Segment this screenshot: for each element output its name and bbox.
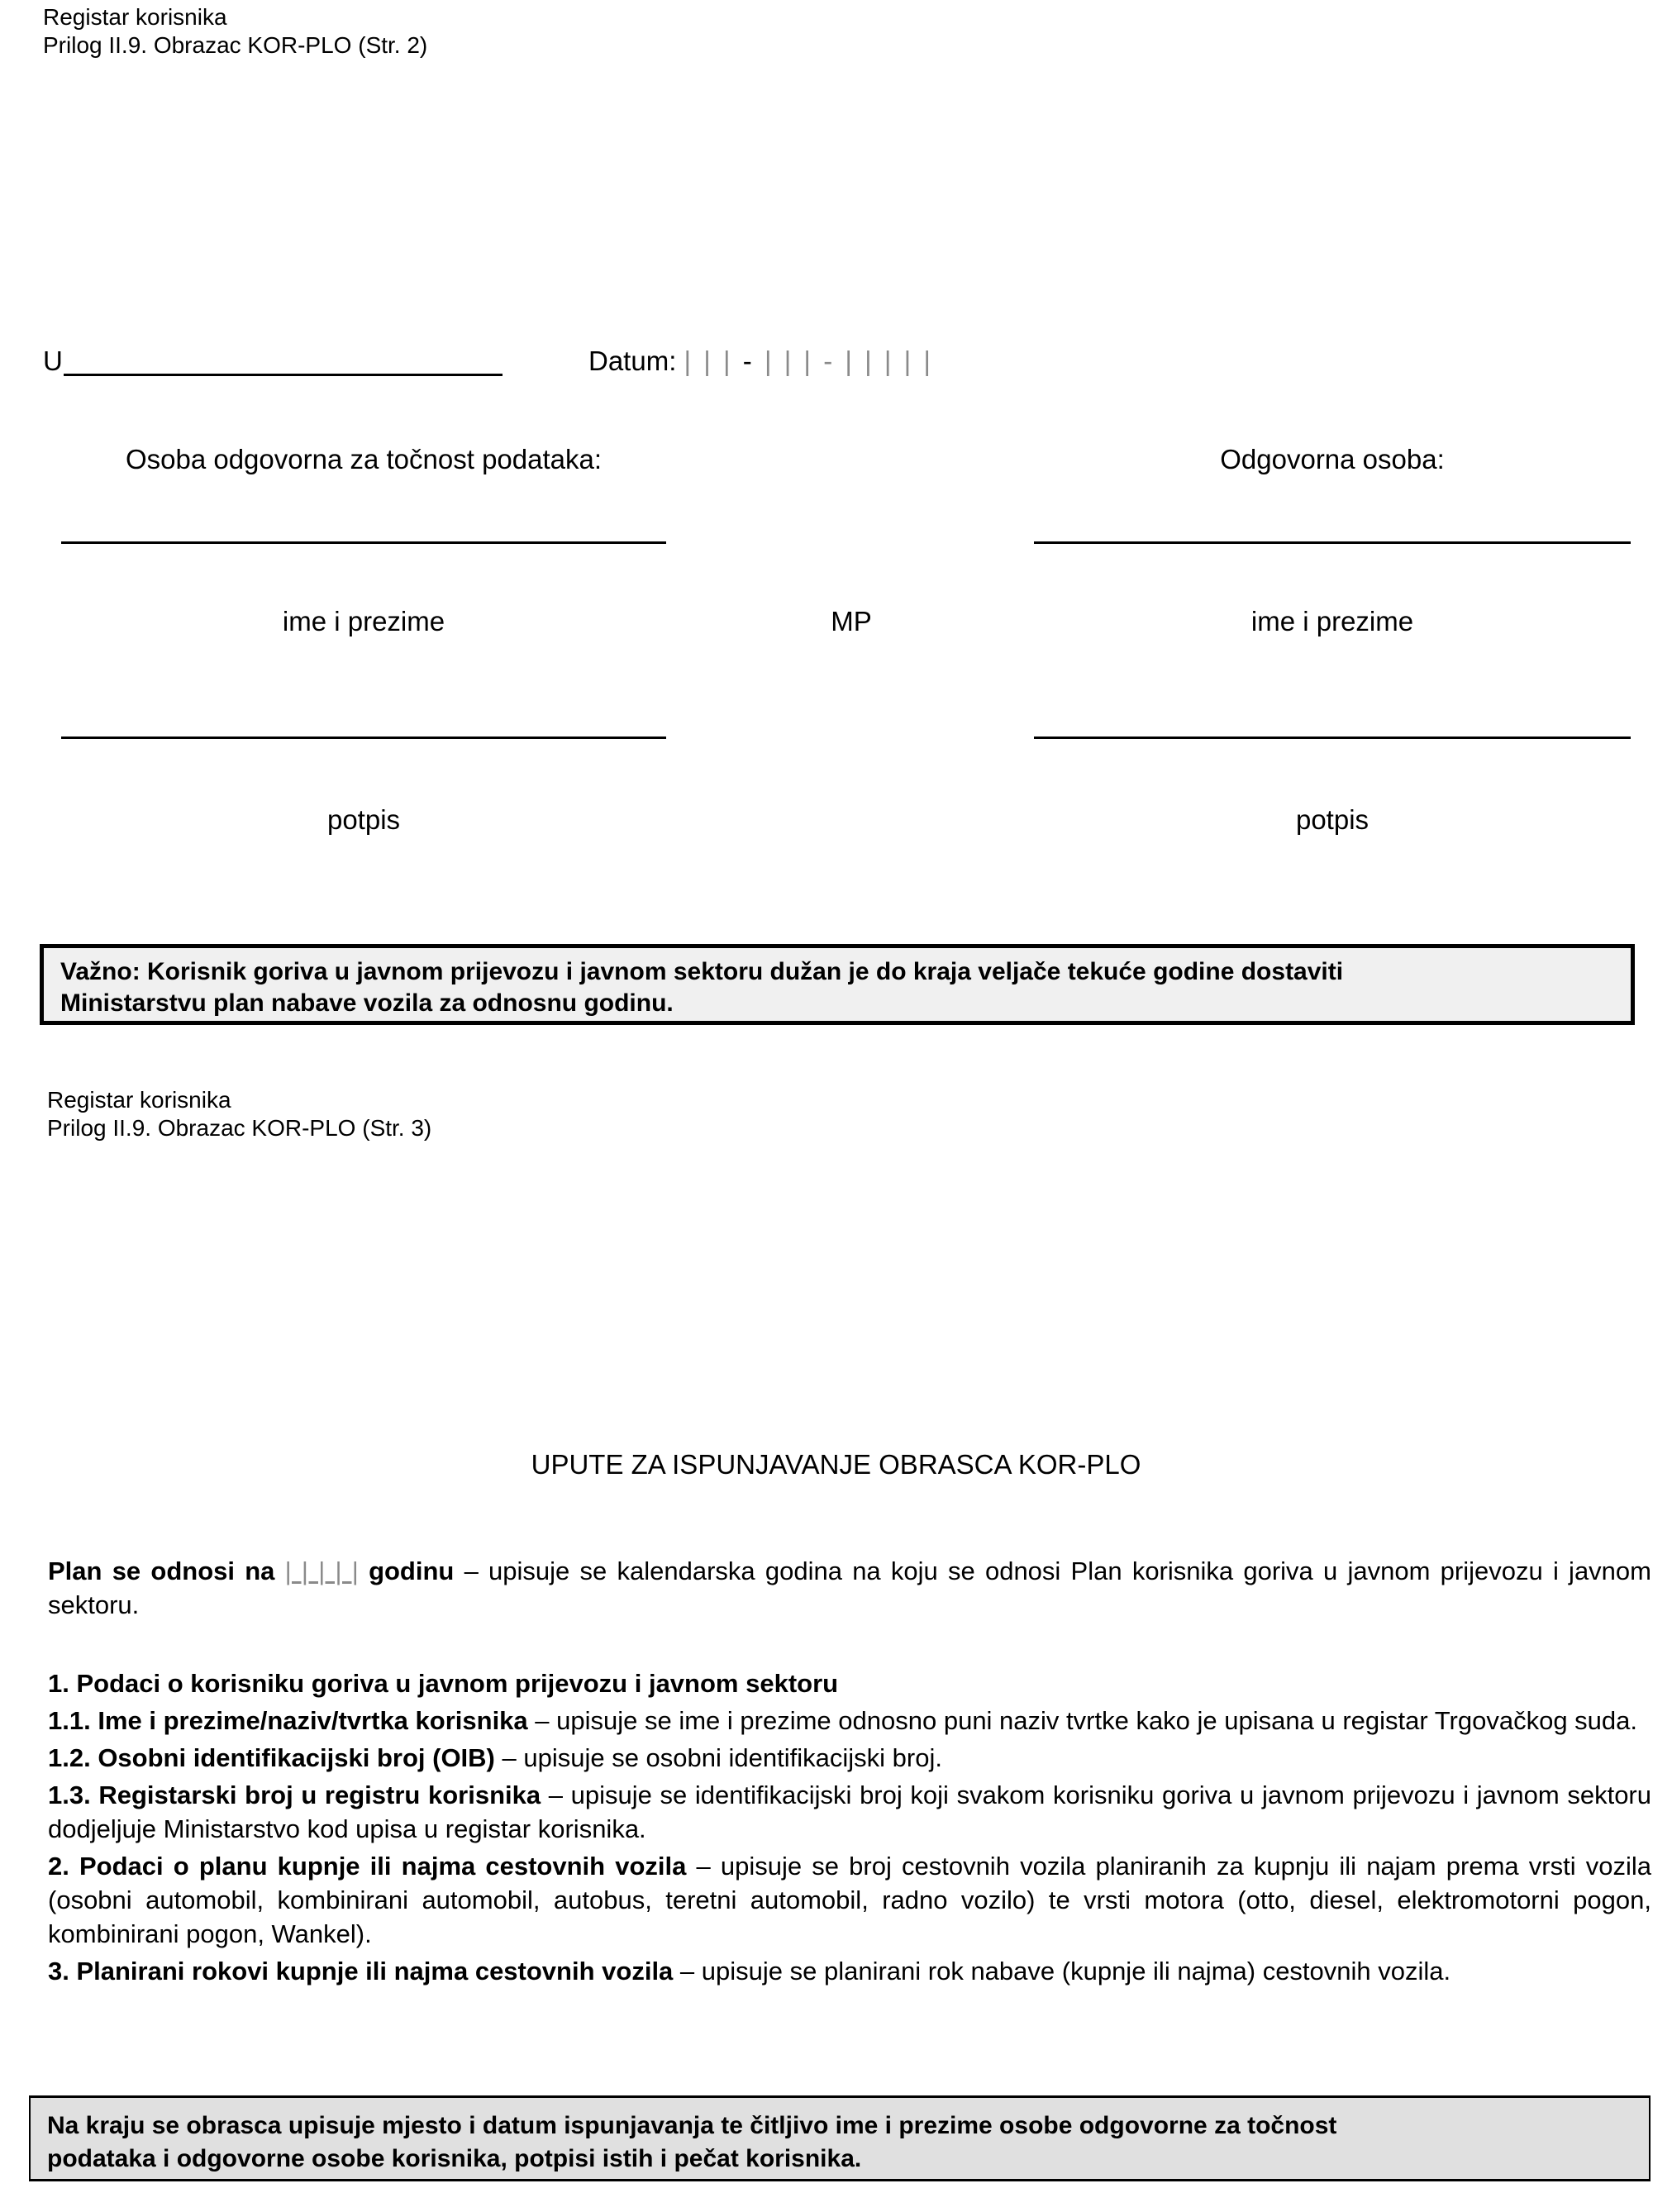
year-boxes: | | | | | <box>284 1557 359 1585</box>
section-2 <box>48 1849 1651 1951</box>
intro-paragraph <box>48 1554 1651 1622</box>
page2-header-line2: Prilog II.9. Obrazac KOR-PLO (Str. 2) <box>43 32 428 58</box>
section-text: – upisuje se ime i prezime odnosno puni naziv tvrtke kako je upisana u registar Trgovačkog suda. <box>527 1706 1638 1735</box>
section-heading: 2. Podaci o planu kupnje ili najma cestovnih vozila <box>48 1852 687 1881</box>
final-notice-line2: podataka i odgovorne osobe korisnika, potpisi istih i pečat korisnika. <box>47 2145 862 2172</box>
instructions-list <box>48 1666 1651 1988</box>
section-1-3 <box>48 1778 1651 1846</box>
date-separator: - <box>742 346 755 376</box>
section-heading: 1.3. Registarski broj u registru korisnika <box>48 1781 541 1809</box>
intro-text: – upisuje se kalendarska godina na koju se odnosi Plan korisnika goriva u javnom prijevozu i javnom sektoru. <box>48 1557 1651 1619</box>
date-row <box>588 345 933 378</box>
right-signature-line[interactable] <box>1034 737 1631 739</box>
page3-header-line2: Prilog II.9. Obrazac KOR-PLO (Str. 3) <box>47 1115 432 1141</box>
place-field[interactable] <box>64 374 503 376</box>
section-text: – upisuje se planirani rok nabave (kupnje ili najma) cestovnih vozila. <box>673 1957 1451 1986</box>
section-heading: 1.2. Osobni identifikacijski broj (OIB) <box>48 1743 495 1772</box>
section-heading: 3. Planirani rokovi kupnje ili najma cestovnih vozila <box>48 1957 674 1986</box>
left-signature-line[interactable] <box>61 737 666 739</box>
page3-header-line1: Registar korisnika <box>47 1087 231 1113</box>
section-heading: 1. Podaci o korisniku goriva u javnom prijevozu i javnom sektoru <box>48 1669 839 1698</box>
section-text: – upisuje se identifikacijski broj koji svakom korisniku goriva u javnom prijevozu i javnom sektoru dodjeljuje Ministarstvo kod upisa u registar korisnika. <box>48 1781 1651 1843</box>
important-notice-line2: Ministarstvu plan nabave vozila za odnosnu godinu. <box>60 989 674 1017</box>
section-1-2 <box>48 1741 1651 1775</box>
section-1 <box>48 1666 1651 1700</box>
section-1-1 <box>48 1704 1651 1738</box>
place-label: U <box>43 346 63 376</box>
important-notice-line1: Važno: Korisnik goriva u javnom prijevozu i javnom sektoru dužan je do kraja veljače tekuće godine dostaviti <box>60 958 1344 985</box>
date-field[interactable] <box>684 346 933 376</box>
right-name-label: ime i prezime <box>1250 606 1414 636</box>
important-notice-box <box>40 944 1635 1025</box>
final-notice-box <box>29 2095 1651 2181</box>
right-name-line[interactable] <box>1034 541 1631 544</box>
left-name-label: ime i prezime <box>282 606 445 636</box>
date-day-boxes[interactable]: | | | <box>684 346 733 376</box>
left-signatory-title: Osoba odgovorna za točnost podataka: <box>125 444 603 474</box>
instructions-title: UPUTE ZA ISPUNJAVANJE OBRASCA KOR-PLO <box>531 1449 1141 1480</box>
date-year-boxes[interactable]: | | | | | <box>845 346 933 376</box>
left-name-line[interactable] <box>61 541 666 544</box>
left-signature-label: potpis <box>326 804 401 835</box>
right-signatory-title: Odgovorna osoba: <box>1220 444 1445 474</box>
section-text: – upisuje se osobni identifikacijski broj. <box>494 1743 942 1772</box>
intro-bold-prefix: Plan se odnosi na <box>48 1557 275 1585</box>
section-3 <box>48 1954 1651 1988</box>
section-heading: 1.1. Ime i prezime/naziv/tvrtka korisnika <box>48 1706 528 1735</box>
page2-header <box>43 3 427 60</box>
section-text: – upisuje se broj cestovnih vozila planiranih za kupnju ili najam prema vrsti vozila (osobni automobil, kombinirani automobil, autobus, teretni automobil, radno vozilo) te vrsti motora (otto, diesel, elektromotorni pogon, kombinirani pogon, Wankel). <box>48 1852 1651 1948</box>
date-label: Datum: <box>588 346 677 376</box>
intro-bold-suffix: godinu <box>369 1557 455 1585</box>
page3-header <box>47 1086 431 1142</box>
date-month-boxes[interactable]: | | | <box>764 346 814 376</box>
right-signature-label: potpis <box>1295 804 1370 835</box>
page2-header-line1: Registar korisnika <box>43 4 227 30</box>
stamp-label: MP <box>831 606 872 636</box>
final-notice-line1: Na kraju se obrasca upisuje mjesto i datum ispunjavanja te čitljivo ime i prezime osobe odgovorne za točnost <box>47 2112 1337 2139</box>
date-separator: - <box>823 346 836 376</box>
